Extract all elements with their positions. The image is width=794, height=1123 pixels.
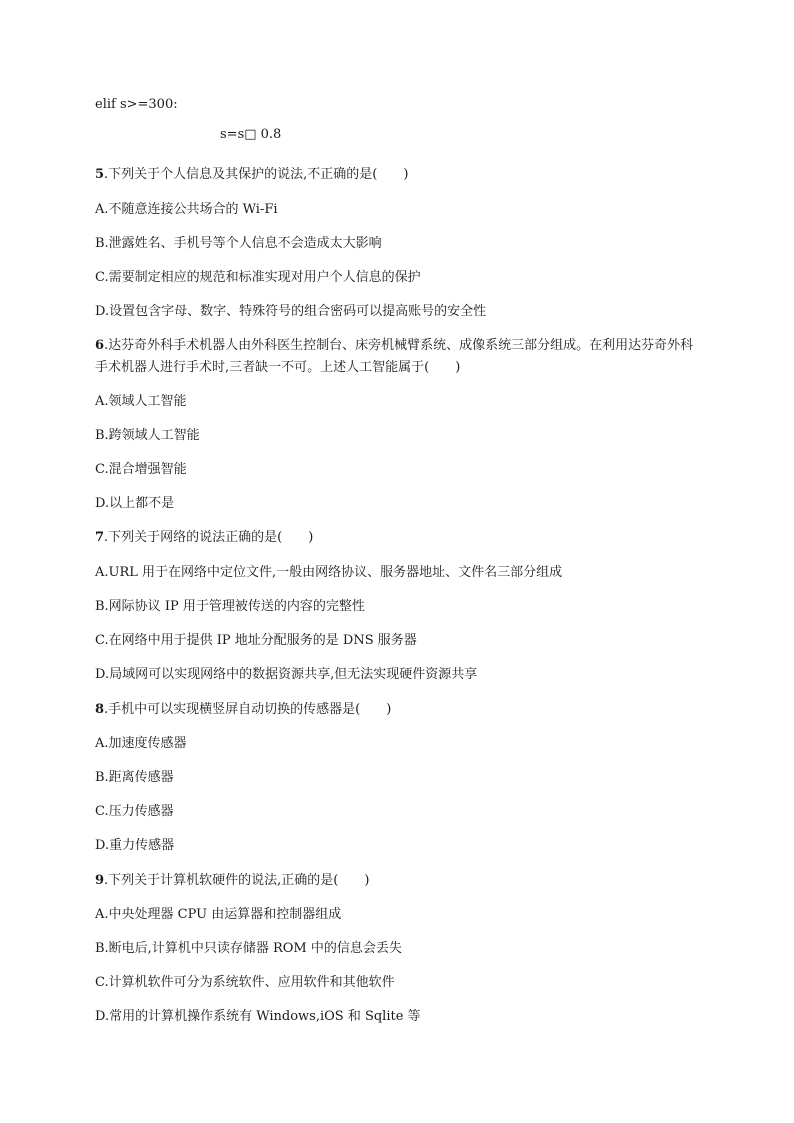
question-7-option-a: A.URL 用于在网络中定位文件,一般由网络协议、服务器地址、文件名三部分组成 [95,565,563,580]
question-9-stem [95,872,369,890]
question-5-option-b: B.泄露姓名、手机号等个人信息不会造成太大影响 [95,236,382,251]
question-6-option-b: B.跨领域人工智能 [95,428,200,443]
question-6-option-d: D.以上都不是 [95,496,175,511]
question-6-stem [95,335,705,379]
question-text: .下列关于网络的说法正确的是( ) [104,530,314,545]
question-9-option-d: D.常用的计算机操作系统有 Windows,iOS 和 Sqlite 等 [95,1009,421,1024]
question-7-option-b: B.网际协议 IP 用于管理被传送的内容的完整性 [95,599,365,614]
question-number: 9 [95,873,105,888]
question-5-stem [95,166,408,184]
question-text: .下列关于计算机软硬件的说法,正确的是( ) [104,873,370,888]
question-number: 7 [95,530,105,545]
question-7-option-c: C.在网络中用于提供 IP 地址分配服务的是 DNS 服务器 [95,633,417,648]
question-8-option-c: C.压力传感器 [95,804,174,819]
question-5-option-d: D.设置包含字母、数字、特殊符号的组合密码可以提高账号的安全性 [95,304,487,319]
question-9-option-b: B.断电后,计算机中只读存储器 ROM 中的信息会丢失 [95,941,402,956]
code-line-elif: elif s>=300: [95,97,178,112]
question-text: .手机中可以实现横竖屏自动切换的传感器是( ) [104,702,392,717]
question-5-option-c: C.需要制定相应的规范和标准实现对用户个人信息的保护 [95,270,421,285]
question-8-option-a: A.加速度传感器 [95,736,187,751]
question-text: .达芬奇外科手术机器人由外科医生控制台、床旁机械臂系统、成像系统三部分组成。在利用达芬奇外科手术机器人进行手术时,三者缺一不可。上述人工智能属于( ) [95,338,694,375]
question-number: 6 [95,338,105,353]
question-9-option-c: C.计算机软件可分为系统软件、应用软件和其他软件 [95,975,395,990]
question-7-stem [95,529,313,547]
question-8-stem [95,701,391,719]
question-7-option-d: D.局域网可以实现网络中的数据资源共享,但无法实现硬件资源共享 [95,667,478,682]
question-number: 8 [95,702,105,717]
code-line-assign: s=s□ 0.8 [220,127,282,142]
question-8-option-d: D.重力传感器 [95,838,175,853]
question-5-option-a: A.不随意连接公共场合的 Wi-Fi [95,202,278,217]
question-text: .下列关于个人信息及其保护的说法,不正确的是( ) [104,167,409,182]
question-9-option-a: A.中央处理器 CPU 由运算器和控制器组成 [95,907,342,922]
question-8-option-b: B.距离传感器 [95,770,174,785]
question-6-option-c: C.混合增强智能 [95,462,187,477]
question-6-option-a: A.领域人工智能 [95,394,187,409]
question-number: 5 [95,167,105,182]
